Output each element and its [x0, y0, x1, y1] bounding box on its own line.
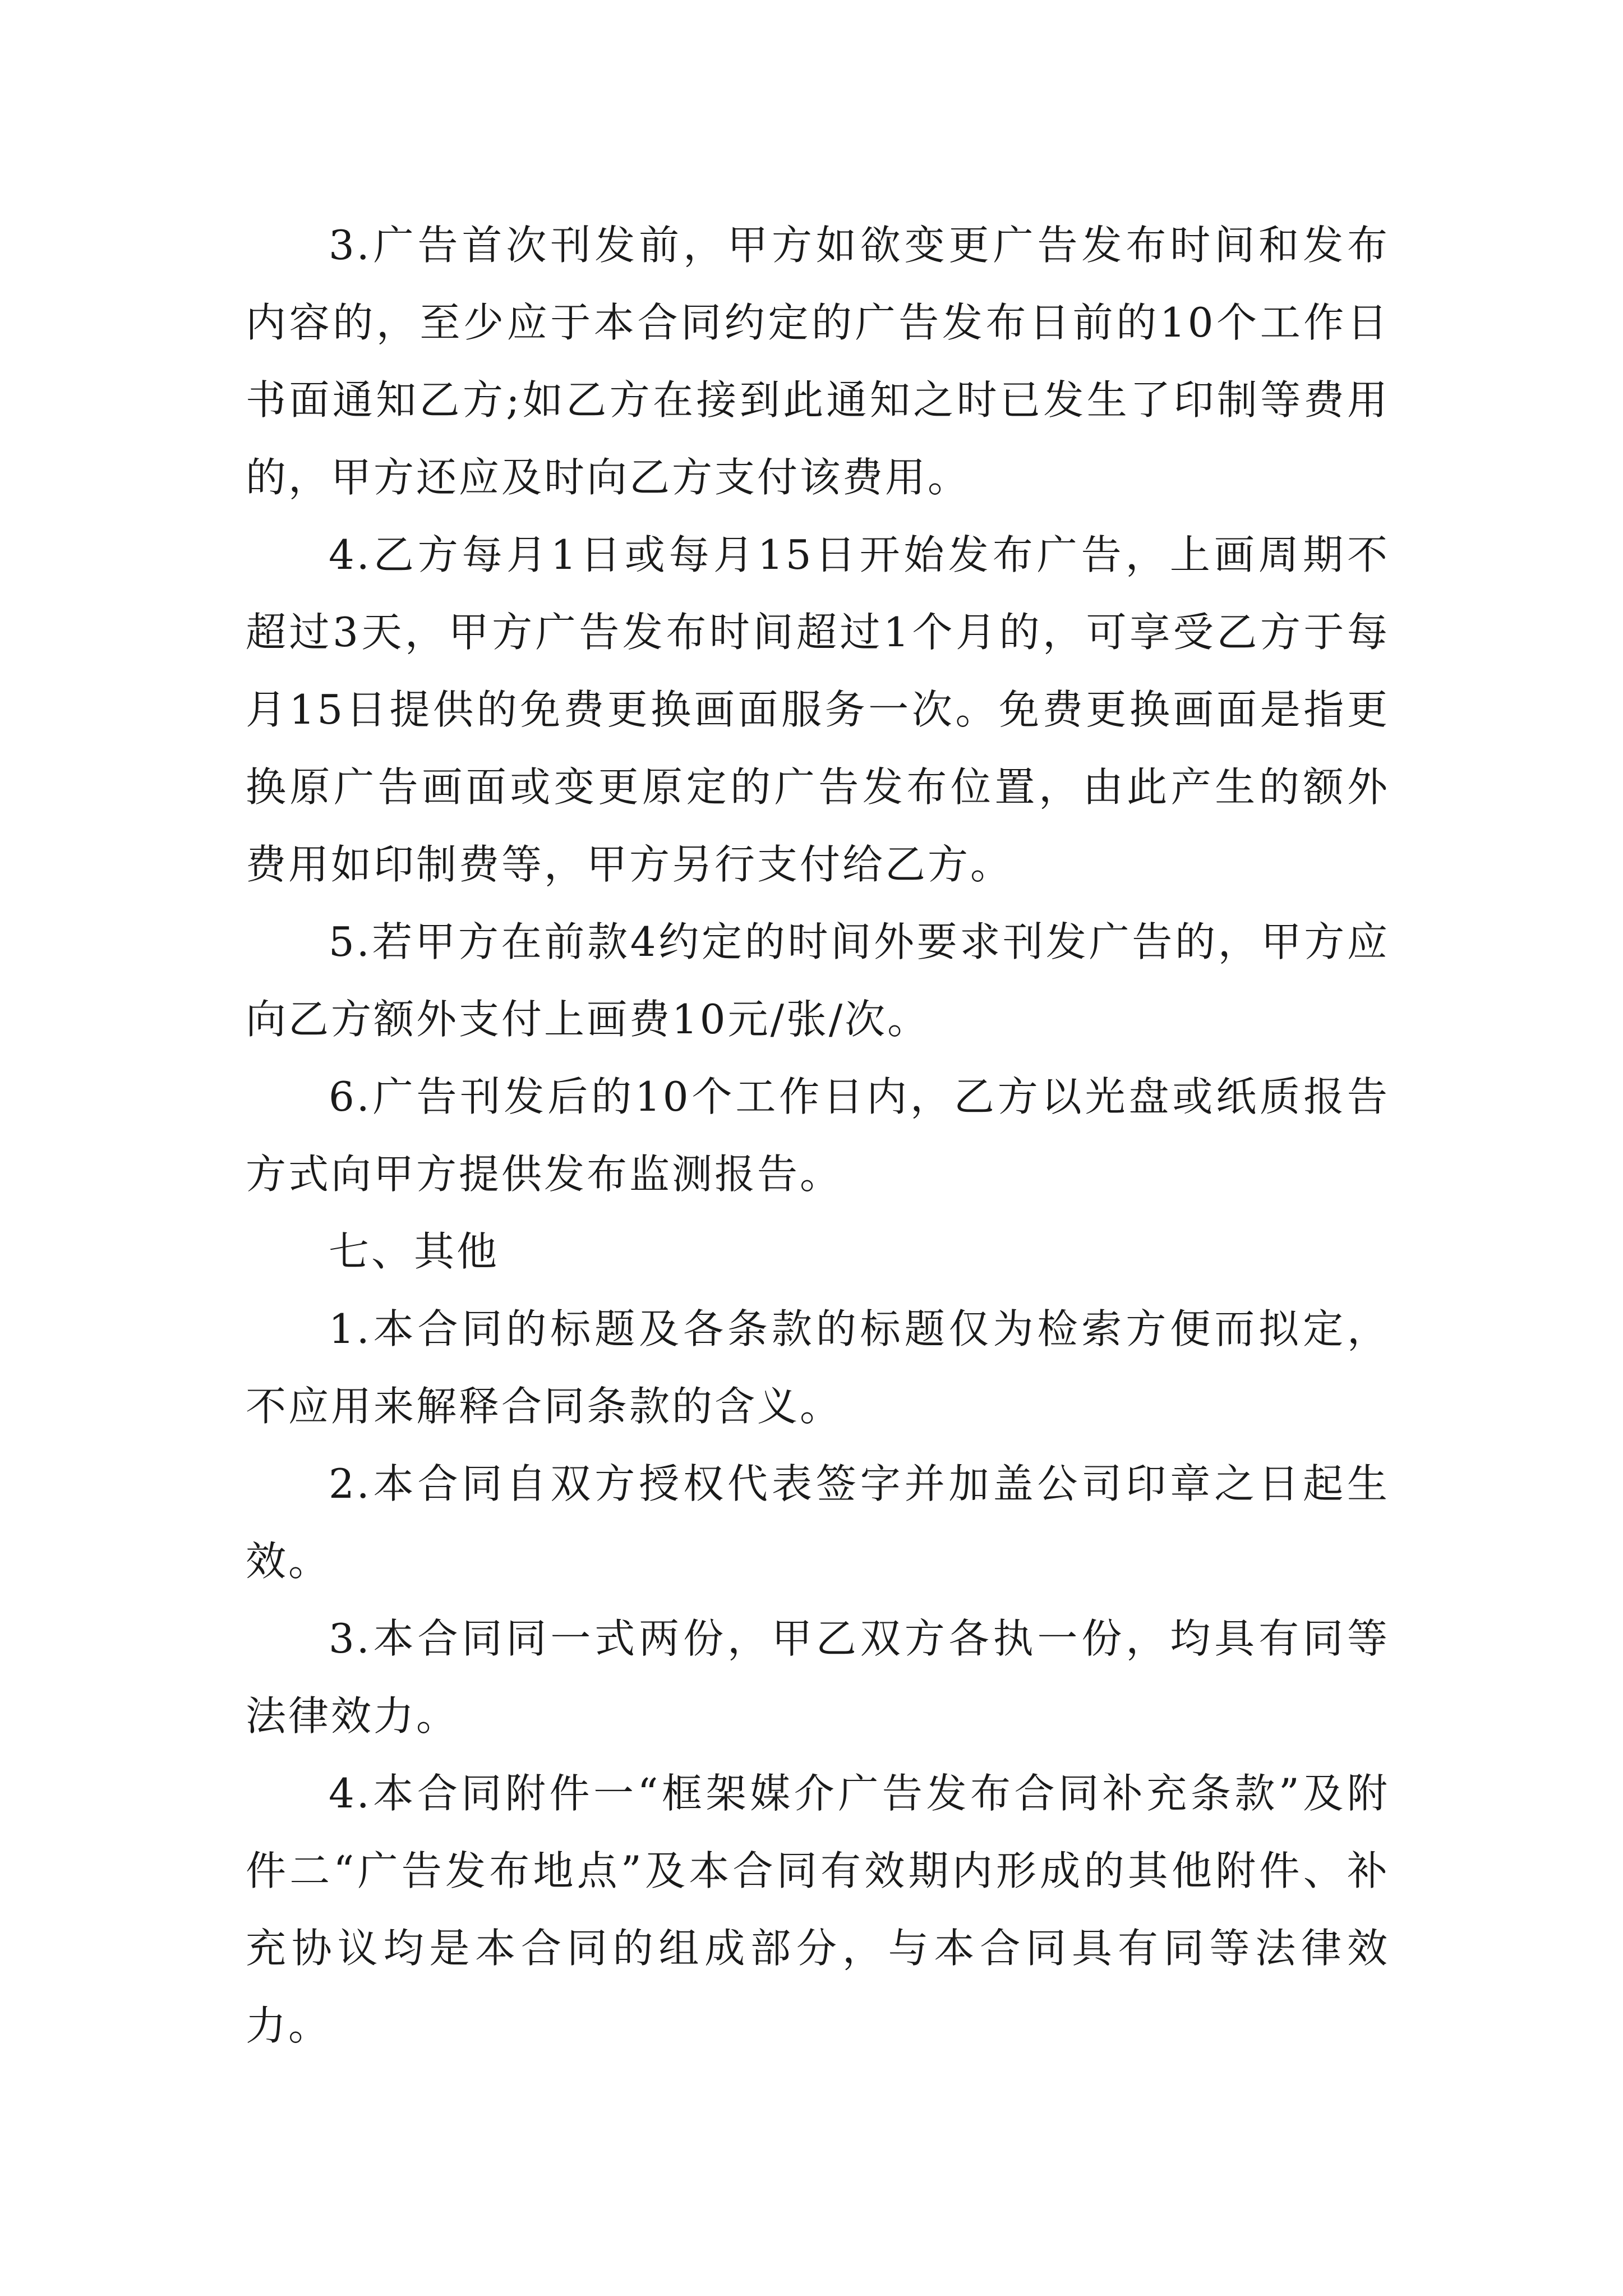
clause-7-1-paragraph: 1.本合同的标题及各条款的标题仅为检索方便而拟定，不应用来解释合同条款的含义。 — [246, 1305, 1390, 1430]
clause-7-3-paragraph: 3.本合同同一式两份，甲乙双方各执一份，均具有同等法律效力。 — [246, 1615, 1390, 1740]
clause-6-6-paragraph: 6.广告刊发后的10个工作日内，乙方以光盘或纸质报告方式向甲方提供发布监测报告。 — [246, 1073, 1390, 1198]
clause-6-4-paragraph: 4.乙方每月1日或每月15日开始发布广告，上画周期不超过3天，甲方广告发布时间超过1个月的，可享受乙方于每月15日提供的免费更换画面服务一次。免费更换画面是指更换原广告画面或变更原定的广告发布位置，由此产生的额外费用如印制费等，甲方另行支付给乙方。 — [246, 531, 1390, 888]
clause-7-2-paragraph: 2.本合同自双方授权代表签字并加盖公司印章之日起生效。 — [246, 1460, 1390, 1585]
clause-6-5-paragraph: 5.若甲方在前款4约定的时间外要求刊发广告的，甲方应向乙方额外支付上画费10元/张/次。 — [246, 918, 1390, 1043]
section-7-heading: 七、其他 — [329, 1228, 500, 1275]
clause-7-4-paragraph: 4.本合同附件一“框架媒介广告发布合同补充条款”及附件二“广告发布地点”及本合同有效期内形成的其他附件、补充协议均是本合同的组成部分，与本合同具有同等法律效力。 — [246, 1770, 1390, 2049]
document-body — [246, 206, 1390, 2064]
clause-6-3-paragraph: 3.广告首次刊发前，甲方如欲变更广告发布时间和发布内容的，至少应于本合同约定的广告发布日前的10个工作日书面通知乙方;如乙方在接到此通知之时已发生了印制等费用的，甲方还应及时向乙方支付该费用。 — [246, 222, 1390, 501]
